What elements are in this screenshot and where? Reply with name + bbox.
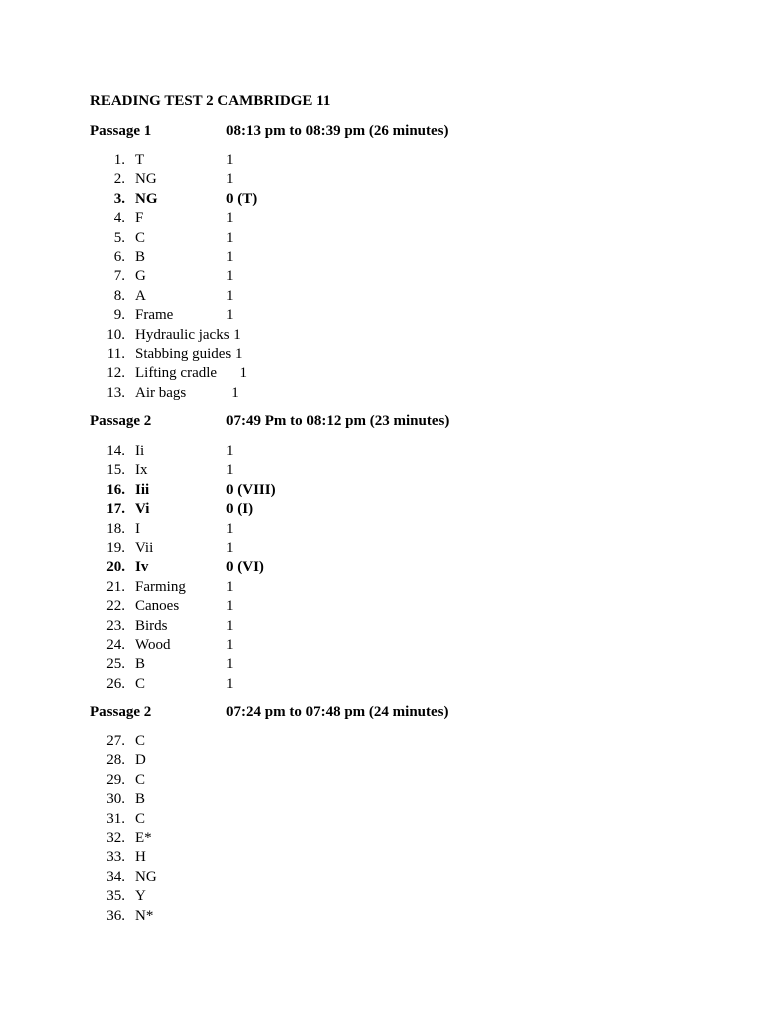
answer-row (0, 461, 768, 480)
question-number: 7. (113, 268, 125, 285)
answer-score: 0 (VI) (226, 559, 264, 576)
question-number: 33. (106, 849, 125, 866)
question-number: 34. (106, 868, 125, 885)
answer-text: Lifting cradle 1 (135, 365, 248, 382)
answer-score: 1 (226, 462, 234, 479)
answer-row (0, 442, 768, 461)
answer-row (0, 306, 768, 325)
answer-row (0, 345, 768, 364)
answer-score: 0 (T) (226, 190, 258, 207)
question-number: 8. (113, 287, 125, 304)
answer-text: C (135, 733, 146, 749)
answer-list (0, 732, 768, 926)
question-number: 1. (113, 152, 125, 168)
answer-text: G (135, 268, 146, 285)
answer-row (0, 810, 768, 829)
answer-text: Ii (135, 443, 145, 459)
passage-time: 07:24 pm to 07:48 pm (24 minutes) (226, 704, 449, 720)
answer-row (0, 597, 768, 616)
answer-row (0, 790, 768, 809)
question-number: 36. (106, 907, 125, 924)
passage-label: Passage 1 (90, 123, 152, 139)
question-number: 21. (106, 578, 125, 595)
answer-text: I (135, 520, 140, 537)
passage-time: 07:49 Pm to 08:12 pm (23 minutes) (226, 413, 450, 429)
question-number: 14. (106, 443, 125, 459)
answer-row (0, 267, 768, 286)
answer-row (0, 190, 768, 209)
answer-text: Hydraulic jacks 1 (135, 326, 241, 343)
question-number: 10. (106, 326, 125, 343)
question-number: 26. (106, 675, 125, 692)
answer-row (0, 848, 768, 867)
answer-text: C (135, 675, 146, 692)
passage-label: Passage 2 (90, 704, 152, 720)
answer-text: Vi (135, 501, 150, 518)
answer-text: B (135, 248, 146, 265)
answer-text: D (135, 752, 146, 769)
question-number: 27. (106, 733, 125, 749)
answer-row (0, 655, 768, 674)
question-number: 16. (106, 481, 125, 498)
answer-text: NG (135, 190, 158, 207)
question-number: 11. (106, 345, 125, 362)
question-number: 17. (106, 501, 125, 518)
answer-text: A (135, 287, 146, 304)
answer-text: Wood (135, 636, 171, 653)
answer-row (0, 675, 768, 694)
answer-row (0, 617, 768, 636)
question-number: 35. (106, 888, 125, 905)
answer-text: Frame (135, 307, 174, 324)
answer-row (0, 248, 768, 267)
question-number: 32. (106, 829, 125, 846)
answer-score: 1 (226, 578, 234, 595)
question-number: 22. (106, 598, 125, 615)
answer-row (0, 558, 768, 577)
answer-row (0, 287, 768, 306)
answer-text: Birds (135, 617, 168, 634)
answer-row (0, 771, 768, 790)
answer-text: C (135, 810, 146, 827)
answer-text: F (135, 210, 144, 227)
answer-list (0, 151, 768, 403)
answer-score: 1 (226, 443, 234, 459)
answer-text: Farming (135, 578, 186, 595)
answer-score: 1 (226, 287, 234, 304)
question-number: 19. (106, 539, 125, 556)
answer-row (0, 209, 768, 228)
question-number: 31. (106, 810, 125, 827)
question-number: 12. (106, 365, 125, 382)
answer-score: 1 (226, 268, 234, 285)
answer-score: 1 (226, 229, 234, 246)
answer-score: 0 (VIII) (226, 481, 276, 498)
question-number: 30. (106, 791, 125, 808)
answer-text: Stabbing guides 1 (135, 345, 243, 362)
answer-text: NG (135, 171, 157, 188)
answer-score: 1 (226, 210, 234, 227)
answer-text: Air bags 1 (135, 384, 239, 401)
answer-row (0, 636, 768, 655)
answer-list (0, 442, 768, 694)
answer-text: C (135, 229, 146, 246)
question-number: 18. (106, 520, 125, 537)
passage-time: 08:13 pm to 08:39 pm (26 minutes) (226, 123, 449, 139)
answer-score: 0 (I) (226, 501, 254, 518)
answer-row (0, 326, 768, 345)
answer-text: C (135, 771, 146, 788)
answer-row (0, 751, 768, 770)
answer-text: T (135, 152, 145, 168)
answer-row (0, 170, 768, 189)
answer-row (0, 520, 768, 539)
answer-row (0, 481, 768, 500)
question-number: 9. (113, 307, 125, 324)
answer-score: 1 (226, 307, 234, 324)
answer-text: Y (135, 888, 146, 905)
question-number: 6. (113, 248, 125, 265)
answer-row (0, 384, 768, 403)
question-number: 28. (106, 752, 125, 769)
answer-row (0, 868, 768, 887)
answer-text: Iv (135, 559, 149, 576)
answer-score: 1 (226, 152, 234, 168)
question-number: 29. (106, 771, 125, 788)
answer-score: 1 (226, 598, 234, 615)
question-number: 5. (113, 229, 125, 246)
answer-text: H (135, 849, 146, 866)
answer-score: 1 (226, 248, 234, 265)
question-number: 23. (106, 617, 125, 634)
answer-text: B (135, 791, 146, 808)
answer-row (0, 229, 768, 248)
answer-row (0, 151, 768, 170)
answer-text: E* (135, 829, 152, 846)
answer-score: 1 (226, 656, 234, 673)
answer-score: 1 (226, 675, 234, 692)
answer-score: 1 (226, 539, 234, 556)
answer-text: Canoes (135, 598, 180, 615)
answer-row (0, 907, 768, 926)
answer-text: B (135, 656, 146, 673)
document-title: READING TEST 2 CAMBRIDGE 11 (90, 93, 331, 109)
question-number: 15. (106, 462, 125, 479)
passage-label: Passage 2 (90, 413, 152, 429)
answer-text: N* (135, 907, 154, 924)
answer-score: 1 (226, 636, 234, 653)
answer-text: Iii (135, 481, 150, 498)
answer-row (0, 364, 768, 383)
question-number: 25. (106, 656, 125, 673)
question-number: 4. (113, 210, 125, 227)
question-number: 2. (113, 171, 125, 188)
answer-score: 1 (226, 617, 234, 634)
question-number: 3. (113, 190, 125, 207)
answer-text: Ix (135, 462, 148, 479)
answer-row (0, 500, 768, 519)
answer-text: Vii (135, 539, 154, 556)
answer-score: 1 (226, 520, 234, 537)
answer-row (0, 887, 768, 906)
answer-row (0, 578, 768, 597)
question-number: 13. (106, 384, 125, 401)
answer-text: NG (135, 868, 157, 885)
answer-row (0, 539, 768, 558)
answer-score: 1 (226, 171, 234, 188)
answer-row (0, 829, 768, 848)
question-number: 24. (106, 636, 125, 653)
question-number: 20. (106, 559, 125, 576)
answer-row (0, 732, 768, 751)
